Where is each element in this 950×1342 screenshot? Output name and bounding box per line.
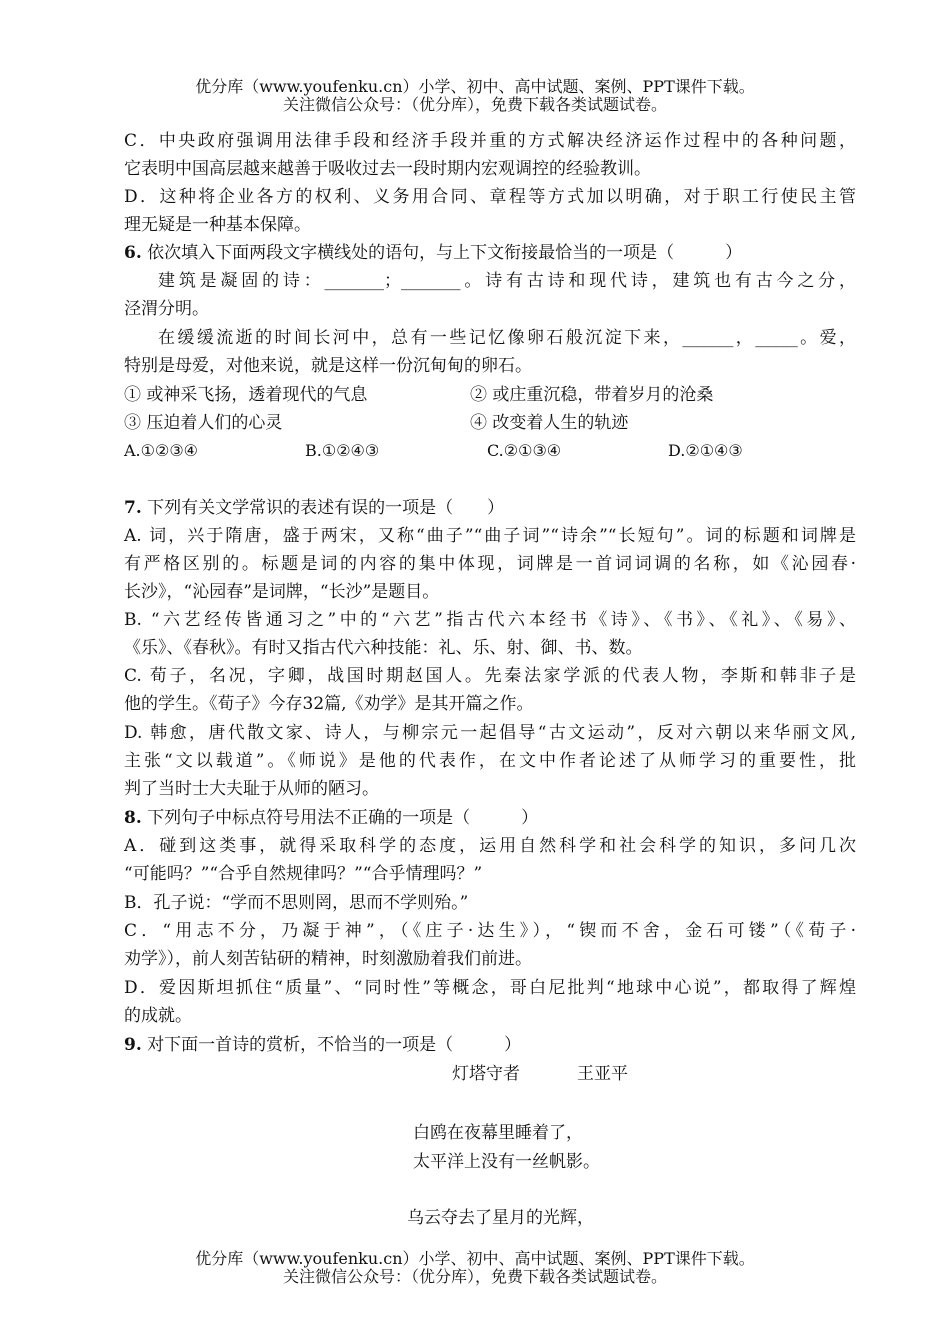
q6-item-2: ② 或庄重沉稳，带着岁月的沧桑 [470,385,714,405]
page-header [0,78,950,114]
footer-line-1: 优分库（www.youfenku.cn）小学、初中、高中试题、案例、PPT课件下载。 [195,1249,755,1268]
q6-item-4: ④ 改变着人生的轨迹 [470,413,629,433]
q7-option-c-line-1: C. 荀子，名况，字卿，战国时期赵国人。先秦法家学派的代表人物，李斯和韩非子是 [124,666,856,686]
q7-stem-text: 下列有关文学常识的表述有误的一项是（ ） [141,498,505,518]
poem-verse-1: 白鸥在夜幕里睡着了， [413,1123,583,1143]
q8-option-a-line-1: A．碰到这类事，就得采取科学的态度，运用自然科学和社会科学的知识，多问几次 [124,836,856,856]
q8-option-d-line-1: D．爱因斯坦抓住“质量”、“同时性”等概念，哥白尼批判“地球中心说”，都取得了辉煌 [124,978,856,998]
q9-stem-text: 对下面一首诗的赏析，不恰当的一项是（ ） [141,1035,522,1055]
q7-option-b-line-2: 《乐》、《春秋》。有时又指古代六种技能：礼、乐、射、御、书、数。 [124,638,643,658]
q8-option-d-line-2: 的成就。 [124,1006,192,1026]
q8-stem [124,807,538,829]
q6-para1-line-1: 建筑是凝固的诗：_______；_______。诗有古诗和现代诗，建筑也有古今之分， [158,271,856,291]
q7-stem [124,497,504,519]
q7-option-d-line-3: 判了当时士大夫耻于从师的陋习。 [124,779,379,799]
q8-option-b: B．孔子说：“学而不思则罔，思而不学则殆。” [124,893,469,913]
q6-para2-line-1: 在缓缓流逝的时间长河中，总有一些记忆像卵石般沉淀下来，______，_____。爱， [158,328,856,348]
q6-item-3: ③ 压迫着人们的心灵 [124,413,283,433]
q6-option-c: C.②①③④ [487,441,562,460]
q7-option-a-line-1: A. 词，兴于隋唐，盛于两宋，又称“曲子”“曲子词”“诗余”“长短句”。词的标题和词牌是 [124,526,856,546]
q7-option-c-line-2: 他的学生。《荀子》今存32篇,《劝学》是其开篇之作。 [124,694,534,714]
poem-author: 王亚平 [577,1064,628,1084]
q6-stem [124,242,742,264]
q8-number: 8. [124,808,142,828]
poem-title: 灯塔守者 [452,1064,520,1084]
q6-option-a: A.①②③④ [124,441,199,460]
q6-number: 6. [124,243,142,263]
q7-option-d-line-2: 主张“文以载道”。《师说》是他的代表作，在文中作者论述了从师学习的重要性，批 [124,751,856,771]
q5-option-c-line-2: 它表明中国高层越来越善于吸收过去一段时期内宏观调控的经验教训。 [124,159,651,179]
poem-verse-3: 乌云夺去了星月的光辉， [407,1208,594,1228]
q6-para1-line-2: 泾渭分明。 [124,299,209,319]
poem-verse-2: 太平洋上没有一丝帆影。 [413,1152,600,1172]
q9-number: 9. [124,1035,142,1055]
q6-item-1: ① 或神采飞扬，透着现代的气息 [124,385,368,405]
q7-option-b-line-1: B. “六艺经传皆通习之”中的“六艺”指古代六本经书《诗》、《书》、《礼》、《易》、 [124,610,856,630]
q6-stem-text: 依次填入下面两段文字横线处的语句，与上下文衔接最恰当的一项是（ ） [141,243,743,263]
footer-line-2: 关注微信公众号：（优分库），免费下载各类试题试卷。 [282,1267,667,1286]
q7-option-d-line-1: D. 韩愈，唐代散文家、诗人，与柳宗元一起倡导“古文运动”，反对六朝以来华丽文风, [124,723,856,743]
header-line-2: 关注微信公众号：（优分库），免费下载各类试题试卷。 [282,95,667,114]
q7-option-a-line-2: 有严格区别的。标题是词的内容的集中体现，词牌是一首词词调的名称，如《沁园春· [124,554,856,574]
q5-option-d-line-2: 理无疑是一种基本保障。 [124,215,311,235]
page-footer [0,1250,950,1286]
q6-option-d: D.②①④③ [668,441,743,460]
q6-option-b: B.①②④③ [305,441,380,460]
q7-number: 7. [124,498,142,518]
q7-option-a-line-3: 长沙》，“沁园春”是词牌，“长沙”是题目。 [124,582,440,602]
q5-option-d-line-1: D．这种将企业各方的权利、义务用合同、章程等方式加以明确，对于职工行使民主管 [124,187,856,207]
q8-stem-text: 下列句子中标点符号用法不正确的一项是（ ） [141,808,539,828]
q9-stem [124,1034,521,1056]
q6-para2-line-2: 特别是母爱，对他来说，就是这样一份沉甸甸的卵石。 [124,356,532,376]
q5-option-c-line-1: C．中央政府强调用法律手段和经济手段并重的方式解决经济运作过程中的各种问题， [124,131,856,151]
q8-option-c-line-1: C．“用志不分，乃凝于神”，（《庄子·达生》），“锲而不舍，金石可镂”（《荀子· [124,921,856,941]
header-line-1: 优分库（www.youfenku.cn）小学、初中、高中试题、案例、PPT课件下载。 [195,77,755,96]
q8-option-c-line-2: 劝学》），前人刻苦钻研的精神，时刻激励着我们前进。 [124,949,532,969]
q8-option-a-line-2: “可能吗？”“合乎自然规律吗？”“合乎情理吗？” [124,864,483,884]
